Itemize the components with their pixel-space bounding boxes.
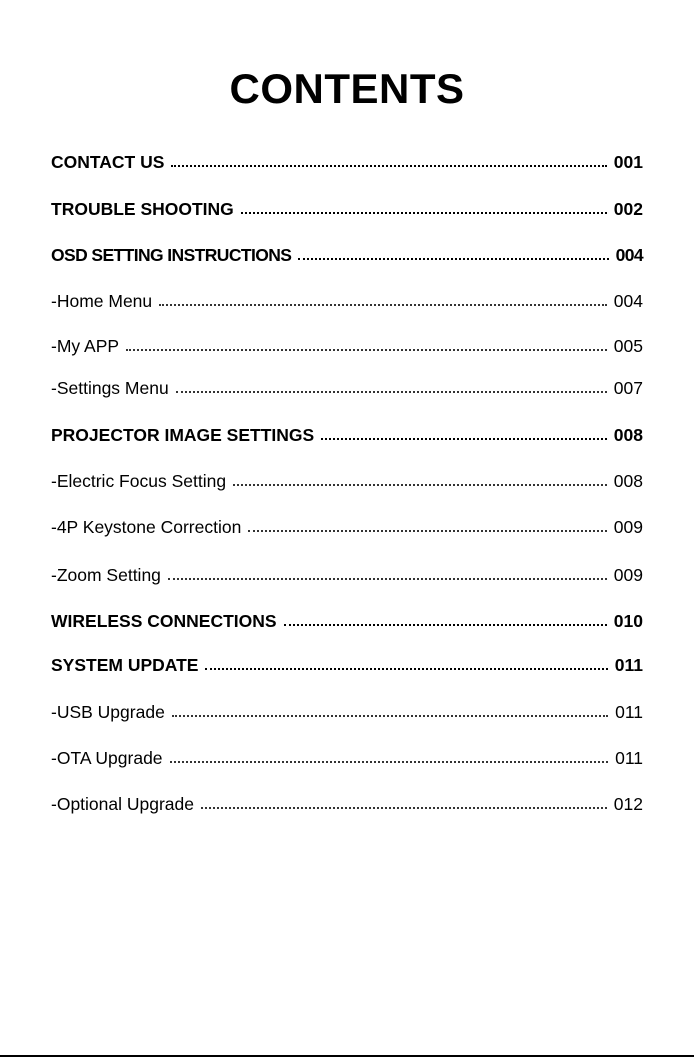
toc-entry-label: -4P Keystone Correction [51, 517, 242, 537]
toc-page-number: 008 [613, 425, 643, 445]
toc-entry-system-update[interactable] [51, 651, 643, 675]
toc-page-number: 009 [613, 517, 643, 537]
toc-page-number: 010 [613, 611, 643, 631]
toc-entry-label: -Settings Menu [51, 378, 169, 398]
dot-leader [172, 715, 608, 717]
dot-leader [168, 578, 607, 580]
toc-entry-my-app[interactable] [51, 332, 643, 356]
toc-entry-electric-focus-setting[interactable] [51, 467, 643, 491]
toc-page-number: 009 [613, 565, 643, 585]
toc-page-number: 012 [613, 794, 643, 814]
dot-leader [205, 668, 607, 670]
dot-leader [284, 624, 607, 626]
toc-entry-zoom-setting[interactable] [51, 561, 643, 585]
toc-page-number: 011 [615, 702, 643, 722]
toc-page-number: 004 [615, 245, 643, 265]
toc-entry-optional-upgrade[interactable] [51, 790, 643, 814]
dot-leader [159, 304, 607, 306]
toc-page-number: 001 [613, 152, 643, 172]
dot-leader [248, 530, 606, 532]
dot-leader [241, 212, 607, 214]
dot-leader [321, 438, 607, 440]
toc-page-number: 005 [613, 336, 643, 356]
toc-entry-label: WIRELESS CONNECTIONS [51, 611, 277, 631]
toc-entry-wireless-connections[interactable] [51, 607, 643, 631]
toc-entry-label: -Electric Focus Setting [51, 471, 227, 491]
toc-entry-label: PROJECTOR IMAGE SETTINGS [51, 425, 315, 445]
toc-entry-label: -OTA Upgrade [51, 748, 163, 768]
toc-entry-label: OSD SETTING INSTRUCTIONS [51, 245, 292, 265]
dot-leader [170, 761, 609, 763]
toc-entry-contact-us[interactable] [51, 148, 643, 172]
toc-page-number: 002 [613, 199, 643, 219]
dot-leader [233, 484, 607, 486]
toc-page-number: 004 [613, 291, 643, 311]
dot-leader [201, 807, 607, 809]
toc-page-number: 011 [615, 748, 643, 768]
toc-entry-settings-menu[interactable] [51, 374, 643, 398]
bottom-divider [0, 1055, 694, 1057]
toc-entry-label: CONTACT US [51, 152, 165, 172]
dot-leader [176, 391, 607, 393]
toc-entry-4p-keystone-correction[interactable] [51, 513, 643, 537]
toc-entry-label: -My APP [51, 336, 120, 356]
toc-entry-label: -Optional Upgrade [51, 794, 194, 814]
toc-page-number: 011 [614, 655, 643, 675]
dot-leader [126, 349, 607, 351]
toc-entry-label: SYSTEM UPDATE [51, 655, 199, 675]
toc-entry-home-menu[interactable] [51, 287, 643, 311]
toc-page-number: 007 [613, 378, 643, 398]
toc-entry-label: TROUBLE SHOOTING [51, 199, 234, 219]
toc-entry-projector-image-settings[interactable] [51, 421, 643, 445]
toc-entry-ota-upgrade[interactable] [51, 744, 643, 768]
dot-leader [298, 258, 608, 260]
dot-leader [171, 165, 606, 167]
page-title: CONTENTS [229, 65, 465, 112]
toc-page-number: 008 [613, 471, 643, 491]
toc-entry-label: -USB Upgrade [51, 702, 165, 722]
toc-entry-trouble-shooting[interactable] [51, 195, 643, 219]
toc-entry-osd-setting-instructions[interactable] [51, 241, 643, 265]
toc-entry-usb-upgrade[interactable] [51, 698, 643, 722]
toc-entry-label: -Home Menu [51, 291, 153, 311]
toc-entry-label: -Zoom Setting [51, 565, 161, 585]
